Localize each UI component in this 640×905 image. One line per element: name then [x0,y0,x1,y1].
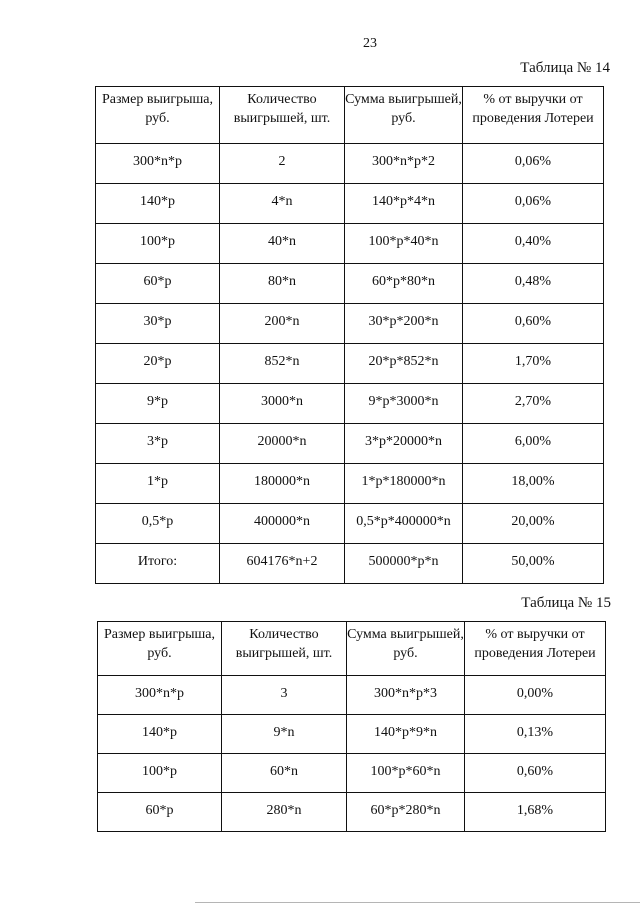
cell-prize-size: 100*p [96,224,220,264]
cell-prize-count: 852*n [220,344,345,384]
cell-revenue-percent: 0,60% [463,304,604,344]
cell-prize-size: 30*p [96,304,220,344]
table-row [96,304,604,344]
cell-prize-count: 3000*n [220,384,345,424]
table-row [98,754,606,793]
header-prize-size: Размер выигрыша, руб. [98,622,222,676]
table-14-caption: Таблица № 14 [520,60,610,76]
table-header-row [98,622,606,676]
cell-prize-sum: 100*p*60*n [347,754,465,793]
cell-prize-sum: 140*p*4*n [345,184,463,224]
table-row [96,264,604,304]
cell-prize-count: 4*n [220,184,345,224]
cell-revenue-percent: 50,00% [463,544,604,584]
table-body [96,144,604,584]
header-revenue-percent: % от выручки от проведения Лотереи [465,622,606,676]
cell-revenue-percent: 6,00% [463,424,604,464]
cell-prize-sum: 9*p*3000*n [345,384,463,424]
cell-prize-count: 180000*n [220,464,345,504]
table-body [98,676,606,832]
cell-prize-count: 604176*n+2 [220,544,345,584]
cell-prize-size: 60*p [96,264,220,304]
cell-prize-sum: 1*p*180000*n [345,464,463,504]
header-prize-sum: Сумма выигрышей, руб. [347,622,465,676]
cell-prize-count: 200*n [220,304,345,344]
cell-prize-count: 60*n [222,754,347,793]
cell-prize-size: 1*p [96,464,220,504]
cell-prize-sum: 140*p*9*n [347,715,465,754]
cell-prize-sum: 500000*p*n [345,544,463,584]
table-15-caption: Таблица № 15 [521,595,611,611]
table-header-row [96,87,604,144]
cell-revenue-percent: 0,06% [463,184,604,224]
cell-prize-count: 9*n [222,715,347,754]
page-number: 23 [363,36,377,51]
cell-prize-size: 9*p [96,384,220,424]
cell-prize-count: 2 [220,144,345,184]
cell-prize-count: 80*n [220,264,345,304]
cell-prize-size: 60*p [98,793,222,832]
cell-prize-size: 140*p [98,715,222,754]
table-row [96,504,604,544]
table-row [96,424,604,464]
header-prize-count: Количество выигрышей, шт. [222,622,347,676]
cell-revenue-percent: 0,60% [465,754,606,793]
cell-revenue-percent: 0,00% [465,676,606,715]
cell-prize-sum: 60*p*80*n [345,264,463,304]
cell-prize-sum: 300*n*p*3 [347,676,465,715]
cell-prize-sum: 0,5*p*400000*n [345,504,463,544]
cell-prize-sum: 20*p*852*n [345,344,463,384]
cell-revenue-percent: 0,06% [463,144,604,184]
header-prize-size: Размер выигрыша, руб. [96,87,220,144]
cell-revenue-percent: 1,68% [465,793,606,832]
cell-prize-sum: 300*n*p*2 [345,144,463,184]
cell-prize-count: 400000*n [220,504,345,544]
cell-revenue-percent: 20,00% [463,504,604,544]
table-row [98,793,606,832]
cell-prize-size: 300*n*p [96,144,220,184]
table-row [96,464,604,504]
table-row [98,715,606,754]
table-row [96,224,604,264]
cell-prize-count: 280*n [222,793,347,832]
header-prize-sum: Сумма выигрышей, руб. [345,87,463,144]
prize-table-14 [95,86,604,584]
cell-revenue-percent: 2,70% [463,384,604,424]
header-prize-count: Количество выигрышей, шт. [220,87,345,144]
cell-prize-size: 3*p [96,424,220,464]
cell-prize-count: 20000*n [220,424,345,464]
cell-prize-size: 0,5*p [96,504,220,544]
scan-edge-line [195,902,640,903]
cell-prize-sum: 100*p*40*n [345,224,463,264]
cell-prize-sum: 30*p*200*n [345,304,463,344]
table-row [96,184,604,224]
cell-revenue-percent: 0,40% [463,224,604,264]
cell-revenue-percent: 0,48% [463,264,604,304]
cell-prize-count: 40*n [220,224,345,264]
cell-revenue-percent: 18,00% [463,464,604,504]
cell-revenue-percent: 1,70% [463,344,604,384]
cell-prize-size: 20*p [96,344,220,384]
cell-prize-sum: 60*p*280*n [347,793,465,832]
cell-prize-size: 100*p [98,754,222,793]
table-row [98,676,606,715]
cell-prize-sum: 3*p*20000*n [345,424,463,464]
cell-prize-size: 300*n*p [98,676,222,715]
cell-prize-size: Итого: [96,544,220,584]
cell-prize-size: 140*p [96,184,220,224]
table-row [96,544,604,584]
table-row [96,144,604,184]
cell-prize-count: 3 [222,676,347,715]
prize-table-15 [97,621,606,832]
cell-revenue-percent: 0,13% [465,715,606,754]
header-revenue-percent: % от выручки от проведения Лотереи [463,87,604,144]
table-row [96,344,604,384]
table-row [96,384,604,424]
